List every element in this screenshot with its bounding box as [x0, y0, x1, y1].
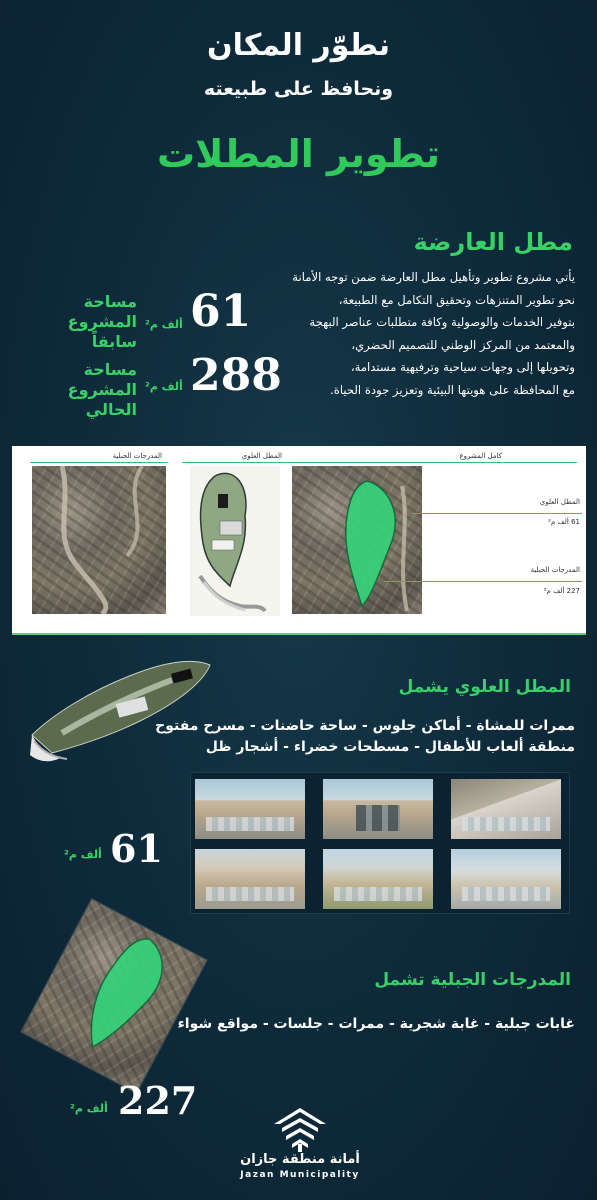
render-thumbnail [451, 849, 561, 909]
upper-overlook-plan-drawing [190, 466, 280, 616]
callout-line-upper [412, 513, 582, 514]
stat-previous-area-number: 61 [190, 286, 252, 337]
main-title: تطوير المطلات [156, 132, 441, 176]
project-boundary-shape [292, 466, 422, 614]
callout-line-terraces [384, 581, 582, 582]
headline-line2: ونحافظ على طبيعته [203, 78, 394, 100]
callout-upper-value: 61 ألف م² [548, 518, 580, 526]
callout-terraces-value: 227 ألف م² [543, 587, 580, 595]
stat-previous-area-label [17, 292, 137, 352]
logo-arabic-name: أمانة منطقة جازان [240, 1152, 360, 1167]
stat-current-area-unit: ألف م² [145, 380, 183, 393]
description-line: يأتي مشروع تطوير وتأهيل مطل العارضة ضمن توجه الأمانة [292, 270, 575, 284]
stat-current-area-number: 288 [190, 350, 282, 401]
divider [30, 462, 168, 463]
upper-overlook-plan [190, 466, 280, 616]
stat-label-line: مساحة [83, 292, 137, 311]
terraces-area-unit: ألف م² [70, 1102, 108, 1115]
upper-overlook-area-number: 61 [110, 826, 163, 871]
stat-current-area-label [17, 360, 137, 420]
render-thumbnail [323, 779, 433, 839]
terraces-green-zone [21, 899, 206, 1092]
stat-label-line: المشروع سابقاً [67, 312, 137, 351]
caption-terraces: المدرجات الجبلية [112, 452, 162, 460]
description-line: والمعتمد من المركز الوطني للتصميم الحضري، [351, 337, 575, 352]
terraces-heading: المدرجات الجبلية تشمل [374, 970, 571, 990]
callout-upper-title: المطل العلوي [539, 498, 580, 506]
divider [297, 462, 577, 463]
jazan-municipality-emblem [272, 1106, 328, 1154]
terraces-road-shape [32, 466, 166, 614]
description-line: نحو تطوير المتنزهات وتحقيق التكامل مع الطبيعة، [338, 292, 575, 307]
description-line: بتوفير الخدمات والوصولية وكافة متطلبات عناصر البهجة [309, 315, 575, 329]
stat-label-line: المشروع الحالي [67, 380, 137, 419]
caption-full-project: كامل المشروع [459, 452, 502, 460]
description-line: وتحويلها إلى وجهات سياحية وترفيهية مستدامة، [350, 360, 575, 374]
description-line: مع المحافظة على هويتها البيئية وتعزيز جودة الحياة. [330, 382, 575, 397]
project-description [245, 266, 575, 401]
render-thumbnail [195, 849, 305, 909]
callout-terraces-title: المدرجات الجبلية [530, 566, 580, 574]
terraces-area-number: 227 [118, 1078, 198, 1123]
terraces-aerial-image [20, 898, 208, 1094]
terraces-features: غابات جبلية - غابة شجرية - ممرات - جلسات - مواقع شواء [177, 1016, 575, 1032]
upper-overlook-area-unit: ألف م² [64, 848, 102, 861]
render-gallery [190, 772, 570, 914]
logo-english-name: Jazan Municipality [240, 1170, 360, 1180]
feature-line: ممرات للمشاة - أماكن جلوس - ساحة حاضنات - مسرح مفتوح [155, 718, 575, 734]
upper-overlook-heading: المطل العلوي يشمل [398, 677, 571, 697]
section-heading-arida: مطل العارضة [413, 228, 573, 256]
stat-previous-area-unit: ألف م² [145, 318, 183, 331]
site-plans-panel [12, 446, 586, 633]
render-thumbnail [451, 779, 561, 839]
full-project-satellite-image [292, 466, 422, 614]
terraces-satellite-image [32, 466, 166, 614]
render-thumbnail [323, 849, 433, 909]
divider [182, 462, 297, 463]
headline-line1: نطوّر المكان [207, 28, 390, 63]
render-thumbnail [195, 779, 305, 839]
feature-line: منطقة ألعاب للأطفال - مسطحات خضراء - أشجار ظل [205, 739, 575, 755]
stat-label-line: مساحة [83, 360, 137, 379]
caption-upper-overlook: المطل العلوي [241, 452, 282, 460]
upper-overlook-features [75, 716, 575, 758]
